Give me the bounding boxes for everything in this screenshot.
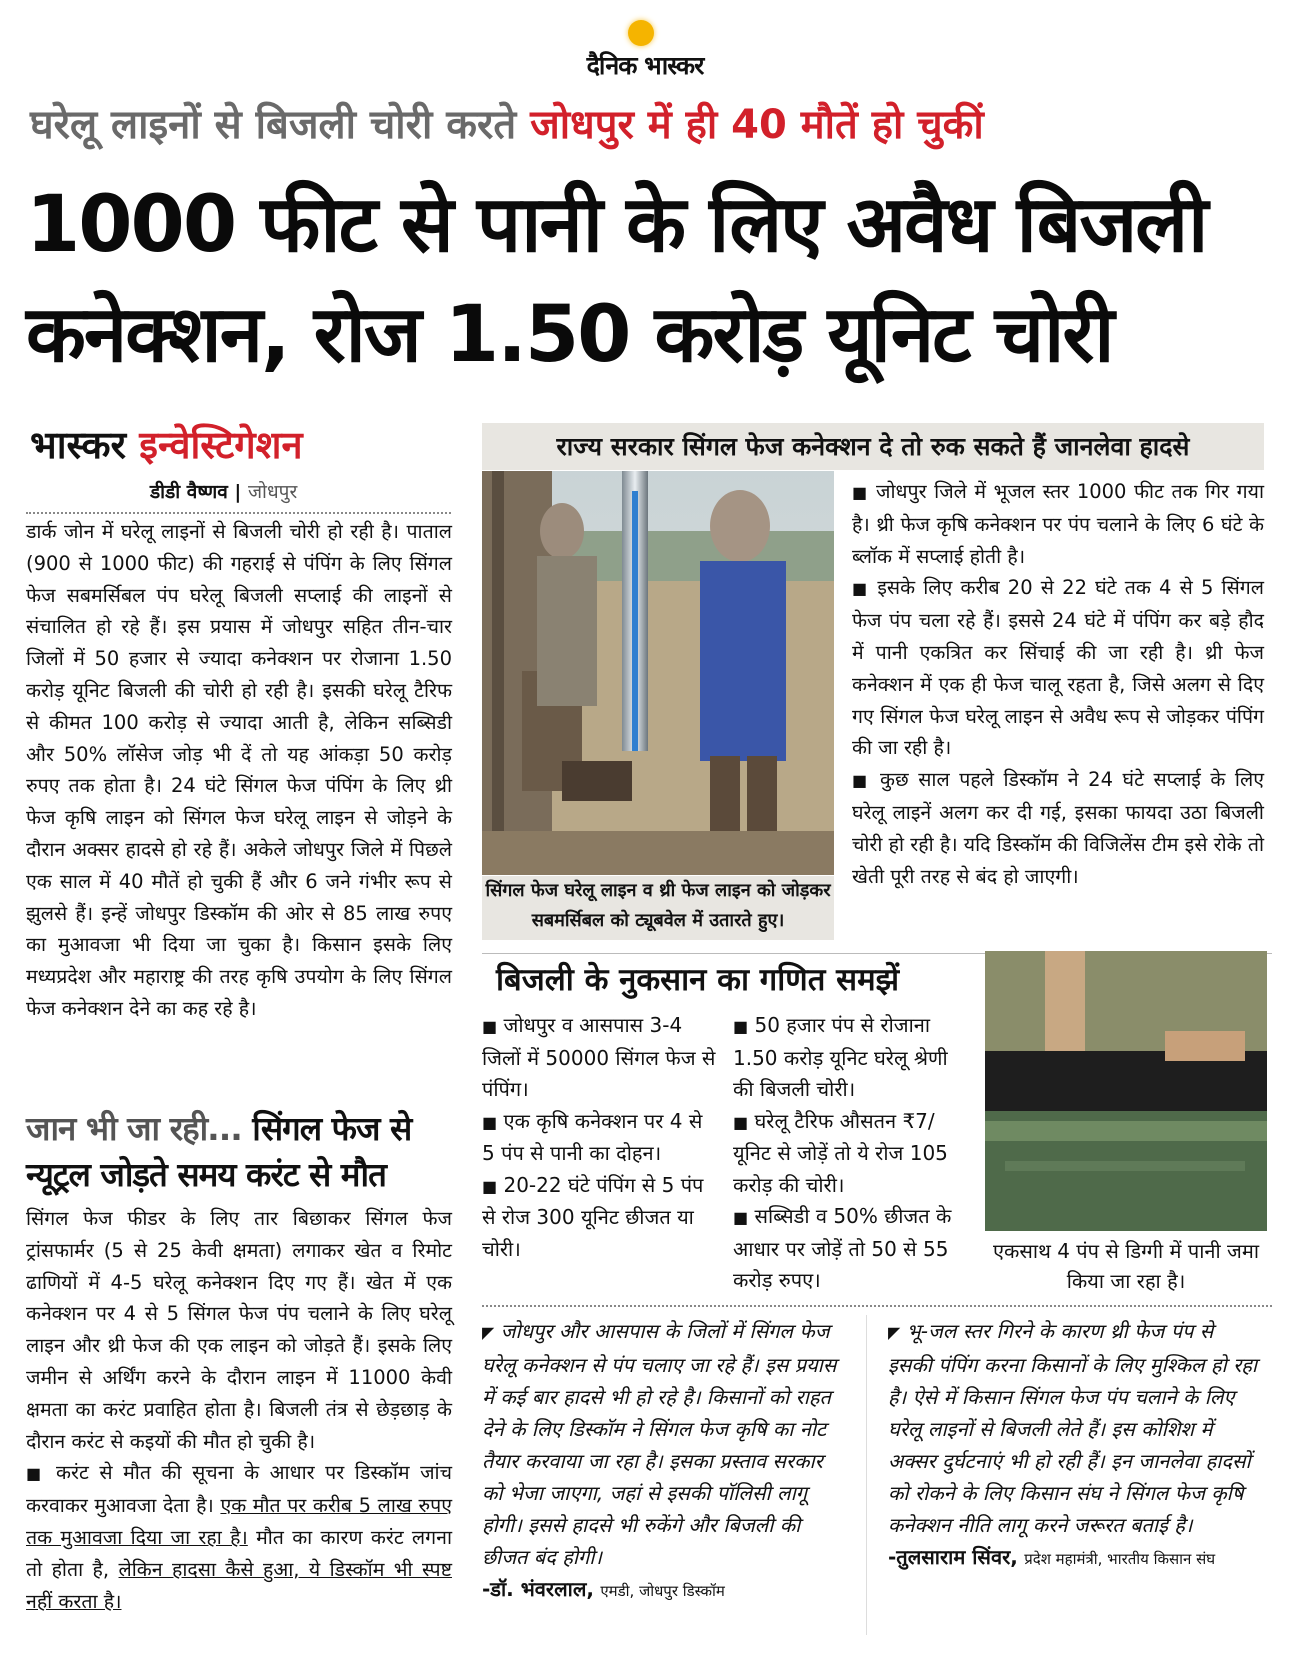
quote-farmer-text: भू-जल स्तर गिरने के कारण थ्री फेज पंप से इसकी पंपिंग करना किसानों के लिए मुश्किल हो रहा है। ऐसे में किसान सिंगल फेज पंप चलाने के लिए घरेलू लाइनों से बिजली लेते हैं। इस कोशिश में अक्सर दुर्घटनाएं भी हो रही हैं। इन जानलेवा हादसों को रोकने के लिए किसान संघ ने सिंगल फेज कृषि कनेक्शन नीति लागू करने जरूरत बताई है।: [888, 1319, 1258, 1537]
photo2-caption: एकसाथ 4 पंप से डिग्गी में पानी जमा किया जा रहा है।: [992, 1239, 1260, 1293]
quote-farmer-name: -तुलसाराम सिंवर,: [888, 1545, 1018, 1569]
subhead-black: सिंगल फेज से न्यूट्रल जोड़ते समय करंट से मौत: [26, 1109, 412, 1194]
math-item: [733, 1106, 973, 1202]
byline-author: डीडी वैष्णव: [150, 481, 228, 503]
right-point: [852, 764, 1264, 892]
math-item-text: सब्सिडी व 50% छीजत के आधार पर जोड़ें तो 50 से 55 करोड़ रुपए।: [733, 1204, 952, 1292]
investigation-label: [30, 418, 303, 470]
kicker-line: [30, 95, 1270, 150]
math-item: [482, 1106, 718, 1170]
lead-paragraph: डार्क जोन में घरेलू लाइनों से बिजली चोरी हो रही है। पाताल (900 से 1000 फीट) की गहराई से पंपिंग के लिए सिंगल फेज सबमर्सिबल पंप घरेलू बिजली सप्लाई की लाइनों से संचालित हो रहे हैं। इस प्रयास में जोधपुर सहित तीन-चार जिलों में 50 हजार से ज्यादा कनेक्शन पर रोजाना 1.50 करोड़ यूनिट बिजली की चोरी हो रही है। इसकी घरेलू टैरिफ से कीमत 100 करोड़ से ज्यादा आती है, लेकिन सब्सिडी और 50% लॉसेज जोड़ भी दें तो यह आंकड़ा 50 करोड़ रुपए तक होता है। 24 घंटे सिंगल फेज पंपिंग के लिए थ्री फेज कृषि लाइन को सिंगल फेज घरेलू लाइन से जोड़ने के दौरान अक्सर हादसे हो रहे हैं। अकेले जोधपुर जिले में पिछले एक साल में 40 मौतें हो चुकी हैं और 6 जने गंभीर रूप से झुलसे हैं। इन्हें जोधपुर डिस्कॉम की ओर से 85 लाख रुपए का मुआवजा भी दिया जा चुका है। किसान इसके लिए मध्यप्रदेश और महाराष्ट्र की तरह कृषि उपयोग के लिए सिंगल फेज कनेक्शन देने का कह रहे है।: [26, 520, 452, 1020]
brand-name: दैनिक भास्कर: [586, 51, 704, 80]
quote-farmer-role: प्रदेश महामंत्री, भारतीय किसान संघ: [1024, 1550, 1216, 1568]
quote-md-name: -डॉ. भंवरलाल,: [482, 1577, 594, 1601]
right-point: [852, 572, 1264, 764]
headline-line-2: कनेक्शन, रोज 1.50 करोड़ यूनिट चोरी: [26, 290, 1113, 380]
main-headline: [26, 170, 1276, 390]
third-paragraph-b: मौत का कारण करंट लगना तो होता है,: [26, 1525, 452, 1581]
square-bullet-icon: ■: [733, 1208, 749, 1227]
math-item: [482, 1010, 718, 1106]
tubewell-photo: [482, 471, 834, 875]
box-heading: राज्य सरकार सिंगल फेज कनेक्शन दे तो रुक सकते हैं जानलेवा हादसे: [482, 423, 1264, 470]
math-heading: बिजली के नुकसान का गणित समझें: [496, 962, 900, 998]
dotted-divider-2: [482, 1305, 1272, 1307]
subhead-grey: जान भी जा रही...: [26, 1109, 253, 1148]
square-bullet-icon: ■: [733, 1112, 749, 1132]
sun-logo-icon: [628, 20, 654, 46]
square-bullet-icon: ■: [482, 1017, 498, 1036]
kicker-grey: घरेलू लाइनों से बिजली चोरी करते: [30, 102, 531, 148]
math-column-1: [482, 1010, 718, 1265]
sub-headline: [26, 1106, 456, 1198]
square-bullet-icon: ■: [482, 1112, 498, 1132]
math-item-text: 50 हजार पंप से रोजाना 1.50 करोड़ यूनिट घरेलू श्रेणी की बिजली चोरी।: [733, 1013, 948, 1101]
math-item: [733, 1010, 973, 1106]
water-tank-photo-illustration: [985, 951, 1267, 1231]
math-item-text: घरेलू टैरिफ औसतन ₹7/ यूनिट से जोड़ें तो ये रोज 105 करोड़ की चोरी।: [733, 1108, 948, 1197]
math-item-text: एक कृषि कनेक्शन पर 4 से 5 पंप से पानी का दोहन।: [482, 1108, 703, 1165]
quote-md-text: जोधपुर और आसपास के जिलों में सिंगल फेज घरेलू कनेक्शन से पंप चलाए जा रहे हैं। इस प्रयास में कई बार हादसे भी हो रहे है। किसानों को राहत देने के लिए डिस्कॉम ने सिंगल फेज कृषि का नोट तैयार करवाया जा रहा है। इसका प्रस्ताव सरकार को भेजा जाएगा, जहां से इसकी पॉलिसी लागू होगी। इससे हादसे भी रुकेंगे और बिजली की छीजत बंद होगी।: [482, 1319, 837, 1569]
investigation-black: भास्कर: [30, 423, 140, 467]
square-bullet-icon: ■: [26, 1464, 46, 1484]
byline-place: जोधपुर: [247, 481, 298, 503]
right-point: [852, 476, 1264, 572]
quote-md: [482, 1315, 842, 1607]
square-bullet-icon: ■: [852, 771, 871, 791]
math-column-2: [733, 1010, 973, 1297]
math-item: [733, 1201, 973, 1297]
water-tank-photo: [985, 951, 1267, 1231]
square-bullet-icon: ■: [852, 483, 869, 502]
math-item: [482, 1170, 718, 1266]
dotted-divider: [26, 512, 451, 514]
third-paragraph-underline-1: एक मौत पर करीब 5 लाख रुपए तक मुआवजा दिया जा रहा है।: [26, 1494, 452, 1549]
square-bullet-icon: ■: [482, 1176, 498, 1196]
second-paragraph: सिंगल फेज फीडर के लिए तार बिछाकर सिंगल फेज ट्रांसफार्मर (5 से 25 केवी क्षमता) लगाकर खेत व रिमोट ढाणियों में 4-5 घरेलू कनेक्शन दिए गए हैं। खेत में एक कनेक्शन पर 4 से 5 सिंगल फेज पंप चलाने के लिए घरेलू लाइन और थ्री फेज की एक लाइन को जोड़ते हैं। इसके लिए जमीन से अर्थिंग करने के दौरान लाइन में 11000 केवी क्षमता का करंट प्रवाहित होता है। बिजली तंत्र से छेड़छाड़ के दौरान करंट से कइयों की मौत हो चुकी है।: [26, 1207, 452, 1453]
third-paragraph-a: करंट से मौत की सूचना के आधार पर डिस्कॉम जांच करवाकर मुआवजा देता है।: [26, 1461, 452, 1518]
quote-divider: [866, 1315, 867, 1635]
quote-marker-icon: ◤: [888, 1323, 901, 1342]
quote-farmer: [888, 1315, 1263, 1575]
right-point-text: इसके लिए करीब 20 से 22 घंटे तक 4 से 5 सिंगल फेज पंप चला रहे हैं। इससे 24 घंटे में पंपिंग कर बड़े हौद में पानी एकत्रित कर सिंचाई की जा रही है। थ्री फेज कनेक्शन में एक ही फेज चालू रहता है, जिसे अलग से दिए गए सिंगल फेज घरेलू लाइन से अवैध रूप से जोड़कर पंपिंग की जा रही है।: [852, 576, 1264, 760]
math-item-text: जोधपुर व आसपास 3-4 जिलों में 50000 सिंगल फेज से पंपिंग।: [482, 1013, 716, 1101]
byline: डीडी वैष्णव | जोधपुर: [150, 481, 298, 503]
tubewell-photo-illustration: [482, 471, 834, 875]
quote-marker-icon: ◤: [482, 1323, 495, 1342]
kicker-red: जोधपुर में ही 40 मौतें हो चुकीं: [530, 102, 984, 148]
square-bullet-icon: ■: [852, 579, 870, 599]
second-section: [26, 1203, 452, 1617]
right-point-text: कुछ साल पहले डिस्कॉम ने 24 घंटे सप्लाई के लिए घरेलू लाइनें अलग कर दी गई, इसका फायदा उठा बिजली चोरी हो रही है। यदि डिस्कॉम की विजिलेंस टीम इसे रोके तो खेती पूरी तरह से बंद हो जाएगी।: [852, 768, 1264, 888]
square-bullet-icon: ■: [733, 1017, 749, 1036]
masthead: [550, 20, 740, 82]
math-item-text: 20-22 घंटे पंपिंग से 5 पंप से रोज 300 यूनिट छीजत या चोरी।: [482, 1172, 704, 1261]
investigation-red: इन्वेस्टिगेशन: [139, 423, 303, 467]
photo1-caption: सिंगल फेज घरेलू लाइन व थ्री फेज लाइन को जोड़कर सबमर्सिबल को ट्यूबवेल में उतारते हुए।: [482, 876, 834, 940]
right-point-text: जोधपुर जिले में भूजल स्तर 1000 फीट तक गिर गया है। थ्री फेज कृषि कनेक्शन पर पंप चलाने के लिए 6 घंटे के ब्लॉक में सप्लाई होती है।: [852, 480, 1264, 568]
right-points: [852, 476, 1264, 892]
headline-line-1: 1000 फीट से पानी के लिए अवैध बिजली: [26, 180, 1207, 270]
third-paragraph-underline-2: लेकिन हादसा कैसे हुआ, ये डिस्कॉम भी स्पष्ट नहीं करता है।: [26, 1557, 452, 1613]
third-paragraph: [26, 1457, 452, 1617]
quote-md-role: एमडी, जोधपुर डिस्कॉम: [600, 1582, 725, 1600]
